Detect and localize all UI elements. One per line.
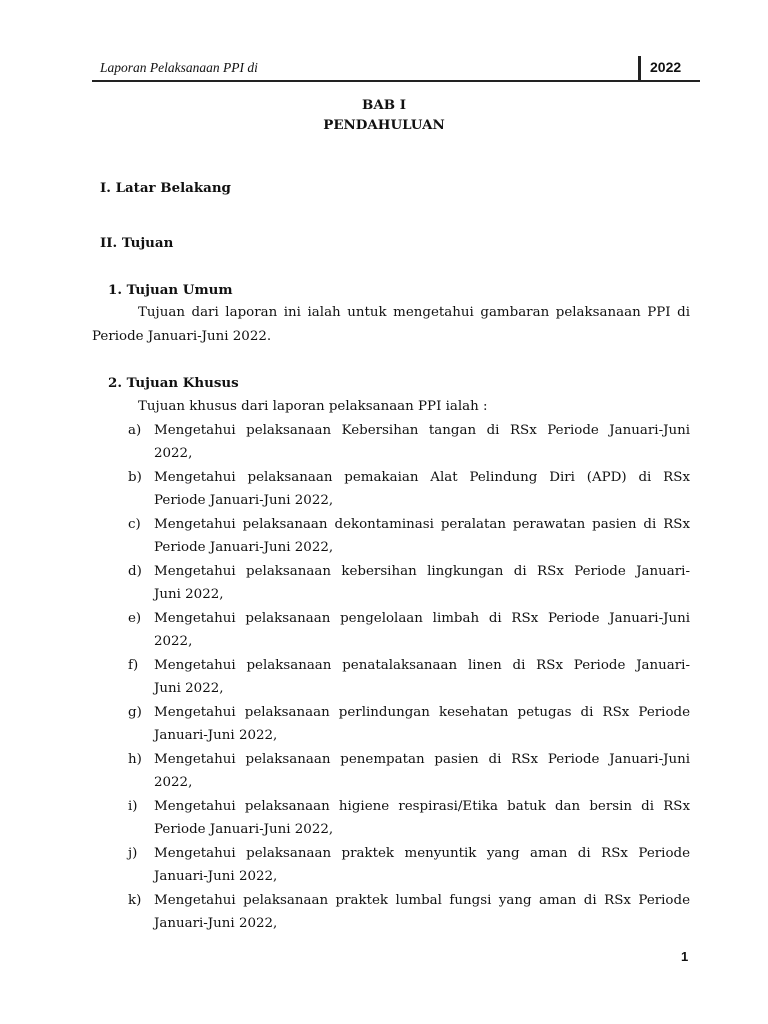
list-item-line2: Juni 2022,	[154, 681, 224, 696]
chapter-number: BAB I	[362, 97, 406, 113]
section-heading-tujuan: II. Tujuan	[100, 235, 174, 251]
list-item-line2: Periode Januari-Juni 2022,	[154, 493, 334, 508]
list-item-marker: k)	[128, 893, 142, 908]
list-item-line2: 2022,	[154, 775, 193, 790]
tujuan-umum-paragraph-line2: Periode Januari-Juni 2022.	[92, 329, 272, 344]
list-item-line1: Mengetahui pelaksanaan perlindungan kesehatan petugas di RSx Periode	[154, 705, 690, 720]
list-item-line1: Mengetahui pelaksanaan praktek lumbal fungsi yang aman di RSx Periode	[154, 893, 690, 908]
section-heading-latar-belakang: I. Latar Belakang	[100, 180, 231, 196]
list-item-line2: Januari-Juni 2022,	[154, 869, 278, 884]
list-item-marker: f)	[128, 658, 139, 673]
list-item-line2: Juni 2022,	[154, 587, 224, 602]
subheading-tujuan-umum: 1. Tujuan Umum	[108, 282, 233, 298]
list-item-marker: h)	[128, 752, 142, 767]
list-item-line1: Mengetahui pelaksanaan penempatan pasien di RSx Periode Januari-Juni	[154, 752, 690, 767]
list-item-marker: a)	[128, 423, 142, 438]
list-item-line2: Periode Januari-Juni 2022,	[154, 540, 334, 555]
list-item-marker: b)	[128, 470, 142, 485]
list-item-marker: d)	[128, 564, 142, 579]
header-separator	[638, 56, 641, 80]
list-item-marker: j)	[128, 846, 138, 861]
list-item-line1: Mengetahui pelaksanaan Kebersihan tangan di RSx Periode Januari-Juni	[154, 423, 690, 438]
tujuan-umum-paragraph-line1: Tujuan dari laporan ini ialah untuk mengetahui gambaran pelaksanaan PPI di	[138, 305, 690, 320]
page-header	[92, 56, 700, 82]
list-item-marker: c)	[128, 517, 141, 532]
list-item-line1: Mengetahui pelaksanaan pemakaian Alat Pelindung Diri (APD) di RSx	[154, 470, 690, 485]
tujuan-khusus-intro: Tujuan khusus dari laporan pelaksanaan PPI ialah :	[138, 399, 488, 414]
subheading-tujuan-khusus: 2. Tujuan Khusus	[108, 375, 239, 391]
page-number: 1	[681, 949, 689, 964]
list-item-marker: e)	[128, 611, 142, 626]
list-item-line2: Januari-Juni 2022,	[154, 728, 278, 743]
list-item-line1: Mengetahui pelaksanaan pengelolaan limbah di RSx Periode Januari-Juni	[154, 611, 690, 626]
list-item-line2: 2022,	[154, 634, 193, 649]
list-item-line1: Mengetahui pelaksanaan penatalaksanaan linen di RSx Periode Januari-	[154, 658, 690, 673]
list-item-line2: Periode Januari-Juni 2022,	[154, 822, 334, 837]
list-item-line1: Mengetahui pelaksanaan praktek menyuntik yang aman di RSx Periode	[154, 846, 690, 861]
header-title: Laporan Pelaksanaan PPI di	[100, 60, 258, 75]
list-item-line1: Mengetahui pelaksanaan higiene respirasi/Etika batuk dan bersin di RSx	[154, 799, 690, 814]
list-item-line1: Mengetahui pelaksanaan kebersihan lingkungan di RSx Periode Januari-	[154, 564, 690, 579]
list-item-line2: 2022,	[154, 446, 193, 461]
list-item-line2: Januari-Juni 2022,	[154, 916, 278, 931]
chapter-title: PENDAHULUAN	[323, 117, 445, 133]
list-item-line1: Mengetahui pelaksanaan dekontaminasi peralatan perawatan pasien di RSx	[154, 517, 690, 532]
header-year: 2022	[650, 59, 682, 75]
list-item-marker: g)	[128, 705, 142, 720]
list-item-marker: i)	[128, 799, 138, 814]
